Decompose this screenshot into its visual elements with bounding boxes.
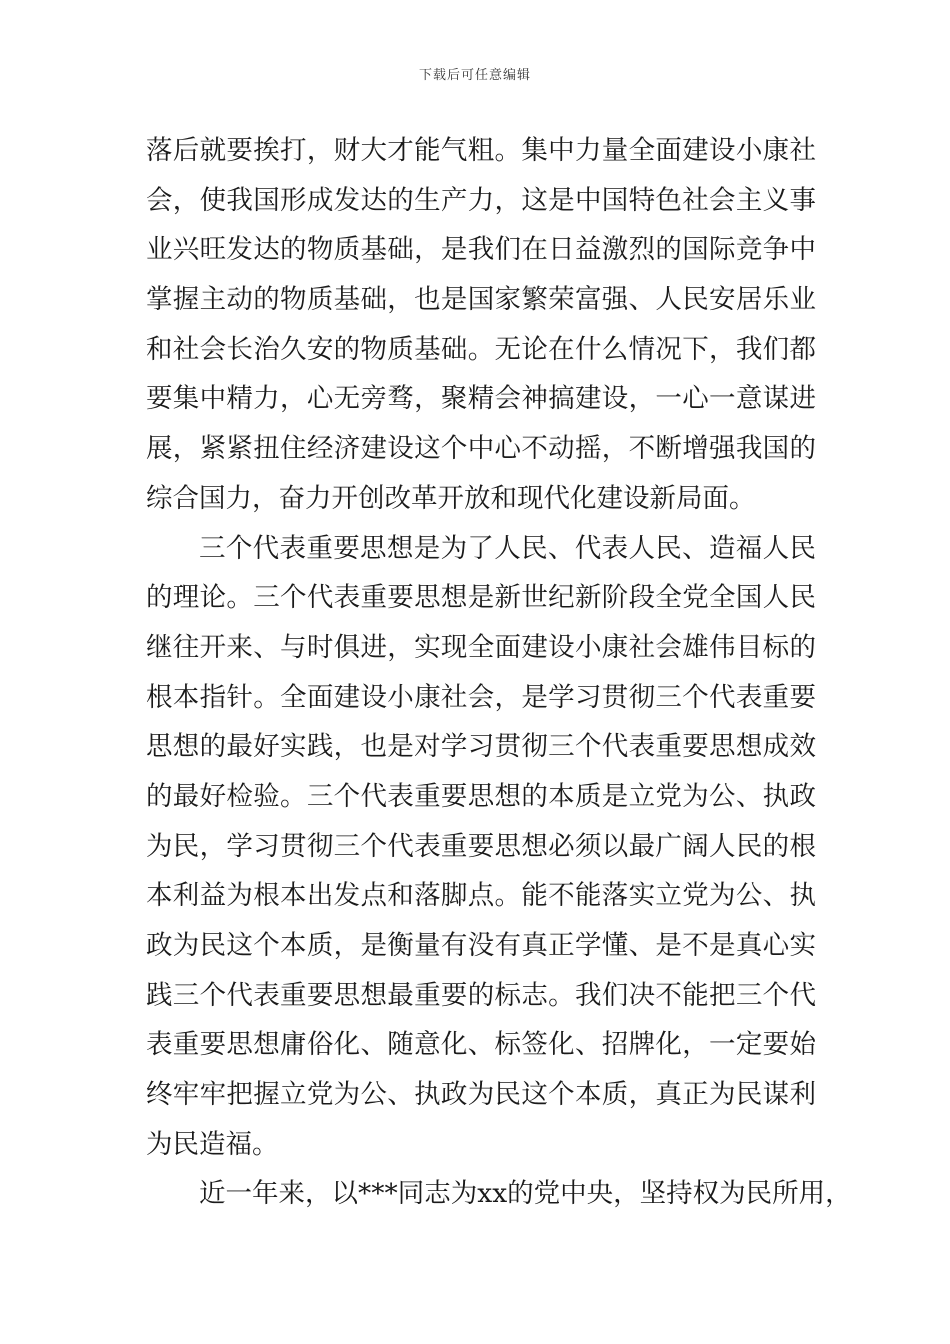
paragraph-2 [146,524,816,1170]
text-line: 展，紧紧扭住经济建设这个中心不动摇，不断增强我国的 [146,433,816,465]
paragraph-3 [146,1169,852,1219]
page-header: 下载后可任意编辑 [418,68,531,83]
text-line: 表重要思想庸俗化、随意化、标签化、招牌化，一定要始 [146,1029,816,1061]
text-line: 根本指针。全面建设小康社会，是学习贯彻三个代表重要 [146,681,816,713]
text-line: 为民造福。 [146,1128,279,1160]
text-line: 政为民这个本质，是衡量有没有真正学懂、是不是真心实 [146,930,816,961]
text-line: 综合国力，奋力开创改革开放和现代化建设新局面。 [146,482,756,514]
text-line: 会，使我国形成发达的生产力，这是中国特色社会主义事 [146,184,816,216]
text-line: 为民，学习贯彻三个代表重要思想必须以最广阔人民的根 [146,830,816,862]
text-line: 近一年来，以***同志为xx的党中央，坚持权为民所用， [199,1178,852,1210]
text-line: 继往开来、与时俱进，实现全面建设小康社会雄伟目标的 [146,631,816,663]
text-line: 终牢牢把握立党为公、执政为民这个本质，真正为民谋利 [146,1079,816,1111]
text-line: 的最好检验。三个代表重要思想的本质是立党为公、执政 [146,780,816,812]
text-line: 三个代表重要思想是为了人民、代表人民、造福人民 [199,532,816,564]
text-line: 和社会长治久安的物质基础。无论在什么情况下，我们都 [146,333,816,365]
text-line: 本利益为根本出发点和落脚点。能不能落实立党为公、执 [146,880,816,912]
text-line: 掌握主动的物质基础，也是国家繁荣富强、人民安居乐业 [146,284,816,316]
paragraph-1 [146,126,816,524]
text-line: 践三个代表重要思想最重要的标志。我们决不能把三个代 [146,979,816,1011]
text-line: 落后就要挨打，财大才能气粗。集中力量全面建设小康社 [146,135,816,166]
text-line: 的理论。三个代表重要思想是新世纪新阶段全党全国人民 [146,582,816,614]
text-line: 业兴旺发达的物质基础，是我们在日益激烈的国际竞争中 [146,234,816,266]
document-body [146,126,852,1219]
text-line: 要集中精力，心无旁骛，聚精会神搞建设，一心一意谋进 [146,383,816,415]
text-line: 思想的最好实践，也是对学习贯彻三个代表重要思想成效 [146,731,816,763]
